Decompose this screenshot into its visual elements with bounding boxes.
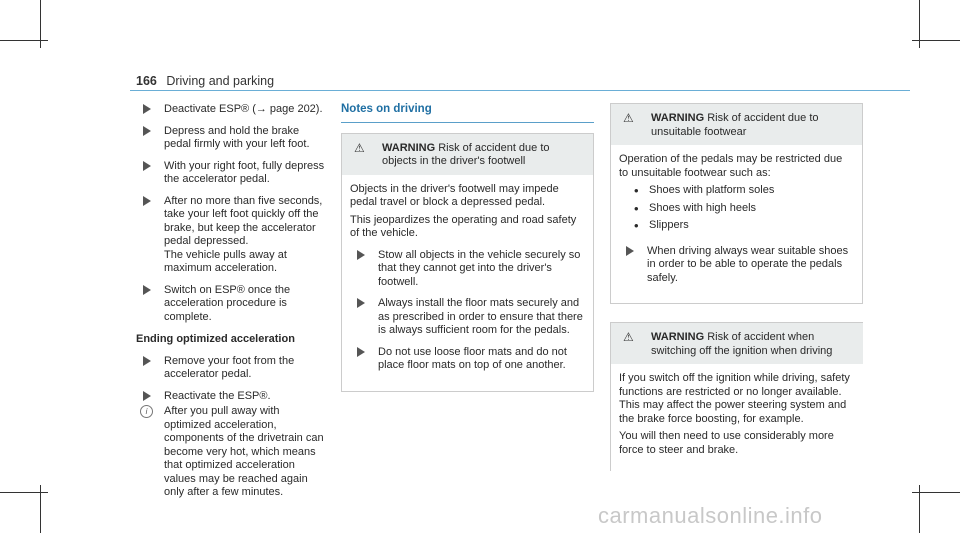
warning-box (341, 133, 594, 392)
info-note: i After you pull away with optimized acceleration, components of the drivetrain can become very hot, which means that optimized acceleration values may be reached again only after a few minutes. (136, 405, 326, 500)
warning-box (610, 322, 863, 471)
section-rule (341, 122, 594, 123)
warning-header: ⚠ WARNING Risk of accident when switching off the ignition when driving (611, 323, 863, 364)
arrow-icon (357, 347, 365, 357)
crop-mark (0, 40, 48, 41)
crop-mark (912, 492, 960, 493)
step-item: Remove your foot from the accelerator pedal. (136, 355, 326, 382)
header-rule (130, 90, 910, 91)
step-item: Always install the floor mats securely and as prescribed in order to ensure that there is always sufficient room for the pedals. (350, 297, 585, 338)
warning-body: Operation of the pedals may be restricted due to unsuitable footwear such as: • Shoes with platform soles • Shoes with high heels • Slippers When driving always wear suitable shoes in order to be able to operate the pedals safely. (611, 145, 862, 303)
arrow-icon (143, 196, 151, 206)
step-item: Deactivate ESP® (→ page 202). (136, 103, 326, 117)
step-item: After no more than five seconds, take your left foot quickly off the brake, but keep the accelerator pedal depressed. (136, 195, 326, 249)
list-item: • Slippers (619, 219, 854, 233)
watermark: carmanualsonline.info (598, 503, 823, 528)
step-item: With your right foot, fully depress the accelerator pedal. (136, 160, 326, 187)
crop-mark (0, 492, 48, 493)
column-2 (341, 103, 594, 392)
step-item: Stow all objects in the vehicle securely so that they cannot get into the driver's footwell. (350, 249, 585, 290)
subheading: Ending optimized acceleration (136, 333, 295, 345)
section-title: Notes on driving (341, 103, 432, 115)
column-3 (610, 103, 863, 471)
warning-label: WARNING (382, 141, 436, 154)
page-header-title: Driving and parking (166, 74, 275, 88)
arrow-icon (143, 161, 151, 171)
arrow-icon (143, 285, 151, 295)
crop-mark (912, 40, 960, 41)
warning-header: ⚠ WARNING Risk of accident due to unsuitable footwear (611, 104, 862, 145)
step-item: Depress and hold the brake pedal firmly with your left foot. (136, 125, 326, 152)
page-header (136, 74, 274, 88)
column-1 (136, 103, 326, 508)
arrow-icon (357, 250, 365, 260)
step-item: Do not use loose floor mats and do not place floor mats on top of one another. (350, 346, 585, 373)
arrow-icon (357, 298, 365, 308)
arrow-icon (143, 126, 151, 136)
warning-icon: ⚠ (354, 140, 365, 155)
warning-body: Objects in the driver's footwell may impede pedal travel or block a depressed pedal. This jeopardizes the operating and road safety of the vehicle. Stow all objects in the vehicle securely so that they cannot get into the driver's footwell. Always install the floor mats securely and as prescribed in order to ensure that there is always sufficient room for the pedals. Do not use loose floor mats and do not place floor mats on top of one another. (342, 175, 593, 391)
info-icon: i (140, 405, 153, 418)
warning-box (610, 103, 863, 304)
arrow-icon (143, 391, 151, 401)
arrow-icon (143, 356, 151, 366)
warning-icon: ⚠ (623, 330, 634, 344)
step-item: When driving always wear suitable shoes in order to be able to operate the pedals safely. (619, 245, 854, 286)
arrow-icon (626, 246, 634, 256)
warning-header: ⚠ WARNING Risk of accident due to objects in the driver's footwell (342, 134, 593, 175)
list-item: • Shoes with high heels (619, 202, 854, 216)
page-number: 166 (136, 74, 157, 88)
step-result: The vehicle pulls away at maximum acceleration. (164, 248, 287, 274)
list-item: • Shoes with platform soles (619, 184, 854, 198)
step-item: Reactivate the ESP®. (136, 390, 326, 404)
warning-label: WARNING (651, 331, 705, 343)
step-item: Switch on ESP® once the acceleration procedure is complete. (136, 284, 326, 325)
warning-icon: ⚠ (623, 111, 634, 125)
warning-body: If you switch off the ignition while driving, safety functions are restricted or no longer available. This may affect the power steering system and the brake force boosting, for example. You will then need to use considerably more force to steer and brake. (619, 372, 850, 456)
arrow-icon (143, 104, 151, 114)
warning-label: WARNING (651, 112, 705, 124)
